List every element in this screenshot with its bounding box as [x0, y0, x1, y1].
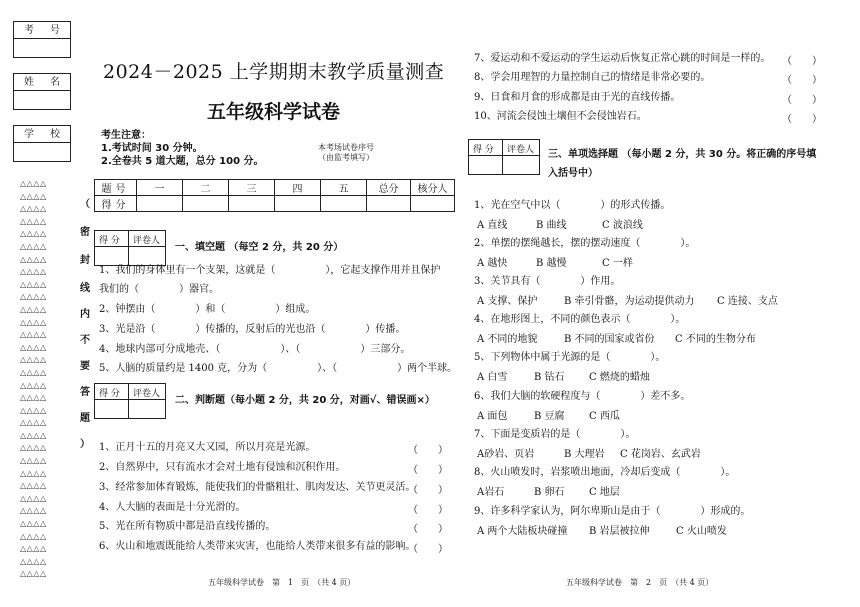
judgment-question: 7、爱运动和不爱运动的学生运动后恢复正常心跳的时间是一样的。 — [474, 53, 771, 64]
triangle-row: △△△△ — [20, 468, 47, 478]
choice-option[interactable]: B 大理岩 — [564, 449, 605, 460]
choice-option[interactable]: A 面包 — [477, 411, 508, 422]
triangle-row: △△△△ — [20, 292, 47, 302]
binding-char: 不 — [80, 335, 90, 346]
judgment-question: 3、经常参加体育锻炼，能使我们的骨骼粗壮、肌肉发达、关节更灵活。 — [99, 482, 416, 493]
score-header-cell: 三 — [229, 180, 275, 196]
choice-option[interactable]: B 钻石 — [534, 372, 565, 383]
binding-char: 内 — [80, 309, 90, 320]
score-header-cell: 五 — [321, 180, 367, 196]
choice-option[interactable]: A岩石 — [477, 487, 505, 498]
triangle-row: △△△△ — [20, 493, 47, 503]
triangle-row: △△△△ — [20, 443, 47, 453]
fill-question-1a: 1、我们的身体里有一个支架，这就是（ ），它起支撑作用并且保护 — [99, 265, 441, 276]
triangle-row: △△△△ — [20, 355, 47, 365]
triangle-row: △△△△ — [20, 531, 47, 541]
section3-title-line2: 入括号中） — [548, 168, 598, 179]
choice-option[interactable]: C 不同的生物分布 — [675, 334, 756, 345]
binding-char: 题 — [80, 413, 90, 424]
score-table — [94, 179, 455, 212]
triangle-row: △△△△ — [20, 241, 47, 251]
section2-title: 二、判断题（每小题 2 分，共 20 分，对画√、错误画×） — [175, 395, 435, 406]
choice-option[interactable]: C 地层 — [589, 487, 620, 498]
choice-option[interactable]: A 支撑、保护 — [477, 296, 538, 307]
choice-option[interactable]: C 连接、支点 — [717, 296, 778, 307]
binding-char: ） — [80, 439, 90, 450]
binding-triangle-pattern — [20, 178, 68, 581]
exam-number-field[interactable] — [14, 39, 70, 57]
answer-parentheses[interactable]: （ ） — [408, 544, 448, 555]
score-header-cell: 一 — [137, 180, 183, 196]
choice-question: 5、下列物体中属于光源的是（ ）。 — [474, 352, 666, 363]
exam-title: 2024－2025 上学期期末教学质量测查 — [103, 61, 445, 83]
score-cell[interactable] — [367, 196, 411, 212]
exam-number-box[interactable] — [13, 21, 76, 58]
score-header-cell: 核分人 — [411, 180, 455, 196]
grader-box-section3[interactable] — [468, 139, 540, 175]
choice-question: 6、我们大脑的软硬程度与（ ）差不多。 — [474, 391, 691, 402]
choice-question: 9、许多科学家认为，阿尔卑斯山是由于（ ）形成的。 — [474, 506, 751, 517]
judgment-question: 6、火山和地震既能给人类带来灾害，也能给人类带来很多有益的影响。 — [99, 541, 416, 552]
grader-name-label: 评卷人 — [133, 236, 161, 246]
triangle-row: △△△△ — [20, 330, 47, 340]
triangle-row: △△△△ — [20, 506, 47, 516]
grader-score-label: 得 分 — [473, 145, 494, 155]
grader-name-label: 评卷人 — [507, 145, 535, 155]
triangle-row: △△△△ — [20, 191, 47, 201]
exam-subtitle: 五年级科学试卷 — [207, 101, 341, 123]
judgment-question: 10、河流会侵蚀土壤但不会侵蚀岩石。 — [474, 111, 647, 122]
triangle-row: △△△△ — [20, 254, 47, 264]
choice-option[interactable]: C 西瓜 — [589, 411, 620, 422]
seat-note-line2: （由监考填写） — [318, 153, 374, 162]
choice-option[interactable]: A 直线 — [477, 220, 508, 231]
grader-score-label: 得 分 — [99, 236, 120, 246]
choice-option[interactable]: A 越快 — [477, 258, 508, 269]
answer-parentheses[interactable]: （ ） — [408, 445, 448, 456]
judgment-question: 4、人大脑的表面是十分光滑的。 — [99, 502, 246, 513]
score-cell[interactable] — [411, 196, 455, 212]
choice-option[interactable]: A 两个大陆板块碰撞 — [477, 526, 568, 537]
score-cell[interactable] — [137, 196, 183, 212]
footer-page-1: 五年级科学试卷 第 1 页 （共 4 页） — [208, 578, 356, 587]
judgment-question: 8、学会用理智的力量控制自己的情绪是非常必要的。 — [474, 72, 711, 83]
binding-char: 线 — [80, 283, 90, 294]
seat-note-line1: 本考场试卷序号 — [318, 143, 374, 152]
triangle-row: △△△△ — [20, 519, 47, 529]
triangle-row: △△△△ — [20, 304, 47, 314]
exam-number-label: 考号 — [14, 22, 70, 39]
school-label: 学校 — [14, 126, 70, 143]
choice-option[interactable]: C 燃烧的蜡烛 — [589, 372, 650, 383]
choice-option[interactable]: A 不同的地貌 — [477, 334, 538, 345]
triangle-row: △△△△ — [20, 430, 47, 440]
judgment-question: 1、正月十五的月亮又大又园，所以月亮是光源。 — [99, 442, 316, 453]
grader-name-label: 评卷人 — [133, 389, 161, 399]
score-table-header-row — [95, 180, 455, 196]
triangle-row: △△△△ — [20, 569, 47, 579]
answer-parentheses[interactable]: （ ） — [782, 56, 822, 67]
binding-char: 答 — [80, 387, 90, 398]
grader-box-section1[interactable] — [94, 230, 166, 266]
choice-option[interactable]: B 越慢 — [536, 258, 567, 269]
answer-parentheses[interactable]: （ ） — [782, 95, 822, 106]
choice-question: 1、光在空气中以（ ）的形式传播。 — [474, 200, 671, 211]
fill-question-3: 3、光是沿（ ）传播的，反射后的光也沿（ ）传播。 — [99, 324, 406, 335]
answer-parentheses[interactable]: （ ） — [408, 485, 448, 496]
choice-question: 2、单摆的摆绳越长，摆的摆动速度（ ）。 — [474, 238, 696, 249]
triangle-row: △△△△ — [20, 279, 47, 289]
triangle-row: △△△△ — [20, 204, 47, 214]
triangle-row: △△△△ — [20, 317, 47, 327]
judgment-question: 5、光在所有物质中都是沿直线传播的。 — [99, 521, 276, 532]
binding-char: 要 — [80, 361, 90, 372]
answer-parentheses[interactable]: （ ） — [408, 465, 448, 476]
triangle-row: △△△△ — [20, 367, 47, 377]
score-table-score-row — [95, 196, 455, 212]
score-header-cell: 总分 — [367, 180, 411, 196]
binding-char: 密 — [80, 227, 90, 238]
seat-number-note — [318, 143, 374, 163]
score-cell[interactable] — [275, 196, 321, 212]
choice-question: 7、下面是变质岩的是（ ）。 — [474, 429, 636, 440]
triangle-row: △△△△ — [20, 229, 47, 239]
note-time: 1.考试时间 30 分钟。 — [101, 143, 203, 154]
section3-title-line1: 三、单项选择题 （每小题 2 分，共 30 分。将正确的序号填 — [548, 149, 817, 160]
triangle-row: △△△△ — [20, 380, 47, 390]
choice-option[interactable]: C 波浪线 — [602, 220, 643, 231]
choice-question: 4、在地形图上，不同的颜色表示（ ）。 — [474, 314, 686, 325]
score-cell[interactable] — [229, 196, 275, 212]
judgment-question: 9、日食和月食的形成都是由于光的直线传播。 — [474, 92, 681, 103]
school-field[interactable] — [14, 143, 70, 161]
triangle-row: △△△△ — [20, 267, 47, 277]
choice-question: 8、火山喷发时，岩浆喷出地面，冷却后变成（ ）。 — [474, 467, 736, 478]
name-label: 姓名 — [14, 74, 70, 91]
choice-option[interactable]: B 岩层被拉伸 — [589, 526, 650, 537]
judgment-question: 2、自然界中，只有流水才会对土地有侵蚀和沉积作用。 — [99, 462, 346, 473]
binding-char: 封 — [80, 255, 90, 266]
name-box[interactable] — [13, 73, 76, 110]
choice-option[interactable]: A砂岩、页岩 — [477, 449, 535, 460]
notes-heading: 考生注意： — [101, 130, 151, 141]
grader-box-section2[interactable] — [94, 383, 166, 419]
school-box[interactable] — [13, 125, 76, 162]
fill-question-2: 2、钟摆由（ ）和（ ）组成。 — [99, 304, 316, 315]
choice-option[interactable]: B 牵引骨骼，为运动提供动力 — [564, 296, 695, 307]
note-total: 2.全卷共 5 道大题，总分 100 分。 — [101, 156, 264, 167]
triangle-row: △△△△ — [20, 456, 47, 466]
binding-char: （ — [80, 199, 90, 210]
choice-option[interactable]: A 白雪 — [477, 372, 508, 383]
score-header-cell: 四 — [275, 180, 321, 196]
choice-question: 3、关节具有（ ）作用。 — [474, 276, 621, 287]
triangle-row: △△△△ — [20, 393, 47, 403]
choice-option[interactable]: B 曲线 — [536, 220, 567, 231]
choice-option[interactable]: B 卵石 — [534, 487, 565, 498]
section1-title: 一、填空题 （每空 2 分，共 20 分） — [175, 242, 344, 253]
answer-parentheses[interactable]: （ ） — [782, 114, 822, 125]
triangle-row: △△△△ — [20, 481, 47, 491]
score-cell[interactable] — [183, 196, 229, 212]
answer-parentheses[interactable]: （ ） — [408, 505, 448, 516]
triangle-row: △△△△ — [20, 342, 47, 352]
choice-option[interactable]: B 不同的国家或省份 — [564, 334, 655, 345]
grader-score-label: 得 分 — [99, 389, 120, 399]
footer-page-2: 五年级科学试卷 第 2 页 （共 4 页） — [566, 578, 714, 587]
triangle-row: △△△△ — [20, 216, 47, 226]
score-header-cell: 题号 — [95, 180, 137, 196]
choice-option[interactable]: C 一样 — [602, 258, 633, 269]
choice-option[interactable]: C 火山喷发 — [676, 526, 727, 537]
fill-question-1b: 我们的（ ）器官。 — [99, 284, 219, 295]
triangle-row: △△△△ — [20, 179, 47, 188]
triangle-row: △△△△ — [20, 405, 47, 415]
name-field[interactable] — [14, 91, 70, 109]
candidate-notes — [101, 129, 264, 168]
triangle-row: △△△△ — [20, 418, 47, 428]
answer-parentheses[interactable]: （ ） — [408, 524, 448, 535]
fill-question-4: 4、地球内部可分成地壳、（ ）、（ ）三部分。 — [99, 344, 411, 355]
triangle-row: △△△△ — [20, 556, 47, 566]
answer-parentheses[interactable]: （ ） — [782, 75, 822, 86]
score-header-cell: 二 — [183, 180, 229, 196]
fill-question-5: 5、人脑的质量约是 1400 克，分为（ ）、（ ）两个半球。 — [99, 363, 458, 374]
triangle-row: △△△△ — [20, 544, 47, 554]
choice-option[interactable]: B 豆腐 — [534, 411, 565, 422]
score-row-label: 得分 — [95, 196, 137, 212]
choice-option[interactable]: C 花岗岩、玄武岩 — [620, 449, 701, 460]
score-cell[interactable] — [321, 196, 367, 212]
